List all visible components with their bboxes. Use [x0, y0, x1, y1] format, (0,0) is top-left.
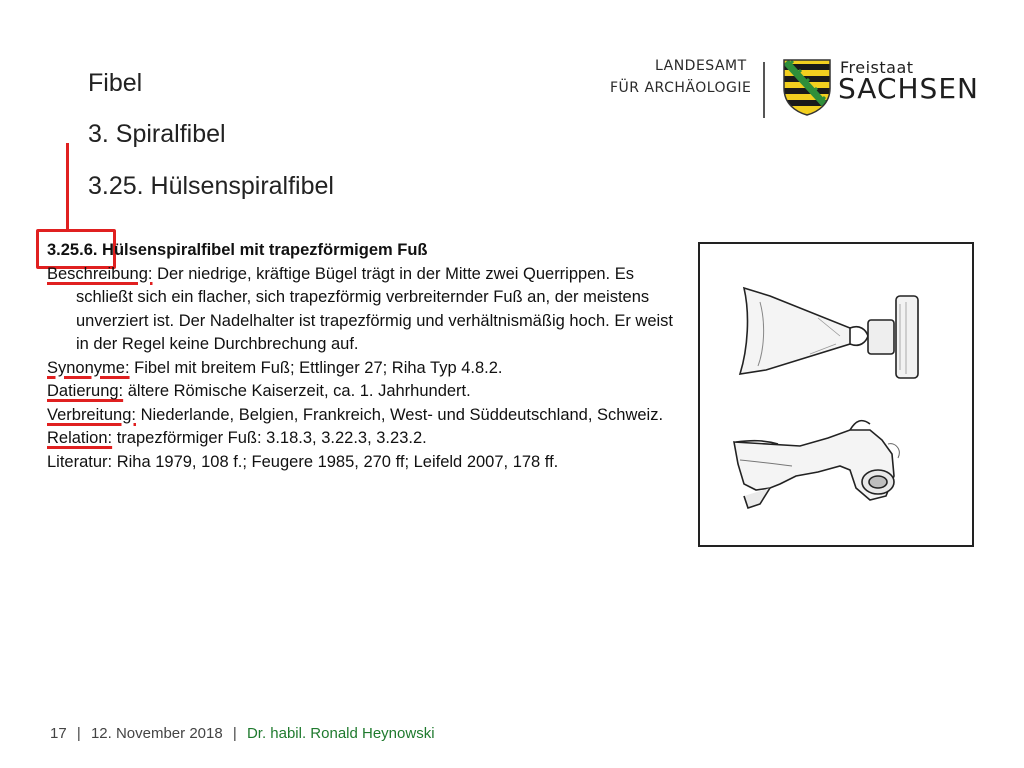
logo-divider: [763, 62, 765, 118]
type-heading: 3.25.6. Hülsenspiralfibel mit trapezförmigem Fuß: [47, 241, 428, 259]
fibula-drawing: [700, 244, 972, 545]
literatur-entry: Literatur: Riha 1979, 108 f.; Feugere 1985, 270 ff; Leifeld 2007, 178 ff.: [47, 452, 559, 471]
datierung-label: Datierung:: [47, 382, 124, 400]
synonyme-entry: [47, 357, 687, 381]
footer-separator: |: [232, 725, 237, 742]
red-annotation-line: [66, 143, 69, 231]
landesamt-logo-line2: FÜR ARCHÄOLOGIE: [610, 80, 752, 96]
landesamt-logo-line1: LANDESAMT: [655, 58, 747, 74]
verbreitung-text: Niederlande, Belgien, Frankreich, West- und Süddeutschland, Schweiz.: [135, 405, 664, 424]
footer-date: 12. November 2018: [90, 725, 223, 742]
verbreitung-entry: [47, 404, 687, 428]
datierung-text: ältere Römische Kaiserzeit, ca. 1. Jahrhundert.: [123, 382, 471, 400]
beschreibung-text: Der niedrige, kräftige Bügel trägt in der Mitte zwei Querrippen. Es schließt sich ein flacher, sich trapezförmig verbreiternder Fuß an, der meistens unverziert ist. Der Nadelhalter ist trapezförmig und verhältnismäßig hoch. Er weist in der Regel keine Durchbrechung auf.: [76, 264, 673, 353]
beschreibung-entry: [47, 263, 687, 357]
footer-author: Dr. habil. Ronald Heynowski: [246, 725, 435, 742]
beschreibung-label: Beschreibung:: [47, 264, 153, 283]
relation-label: Relation:: [47, 429, 113, 447]
fibula-figure: [698, 242, 974, 547]
description-text-block: [47, 239, 687, 474]
datierung-entry: [47, 380, 687, 404]
synonyme-text: Fibel mit breitem Fuß; Ettlinger 27; Riha Typ 4.8.2.: [129, 358, 503, 377]
page-number: 17: [50, 725, 67, 742]
saxony-coat-of-arms-icon: [782, 58, 832, 116]
slide-subtitle: 3. Spiralfibel: [88, 120, 226, 148]
verbreitung-label: Verbreitung:: [47, 405, 136, 424]
relation-entry: [47, 427, 687, 451]
slide-footer: [50, 725, 435, 742]
relation-text: trapezförmiger Fuß: 3.18.3, 3.22.3, 3.23.2.: [112, 429, 427, 447]
synonyme-label: Synonyme:: [47, 358, 130, 377]
freistaat-logo-text: Freistaat: [840, 58, 914, 77]
sachsen-logo-text: SACHSEN: [838, 72, 979, 105]
slide-section-title: 3.25. Hülsenspiralfibel: [88, 172, 334, 200]
slide-title: Fibel: [88, 69, 143, 97]
footer-separator: |: [76, 725, 81, 742]
